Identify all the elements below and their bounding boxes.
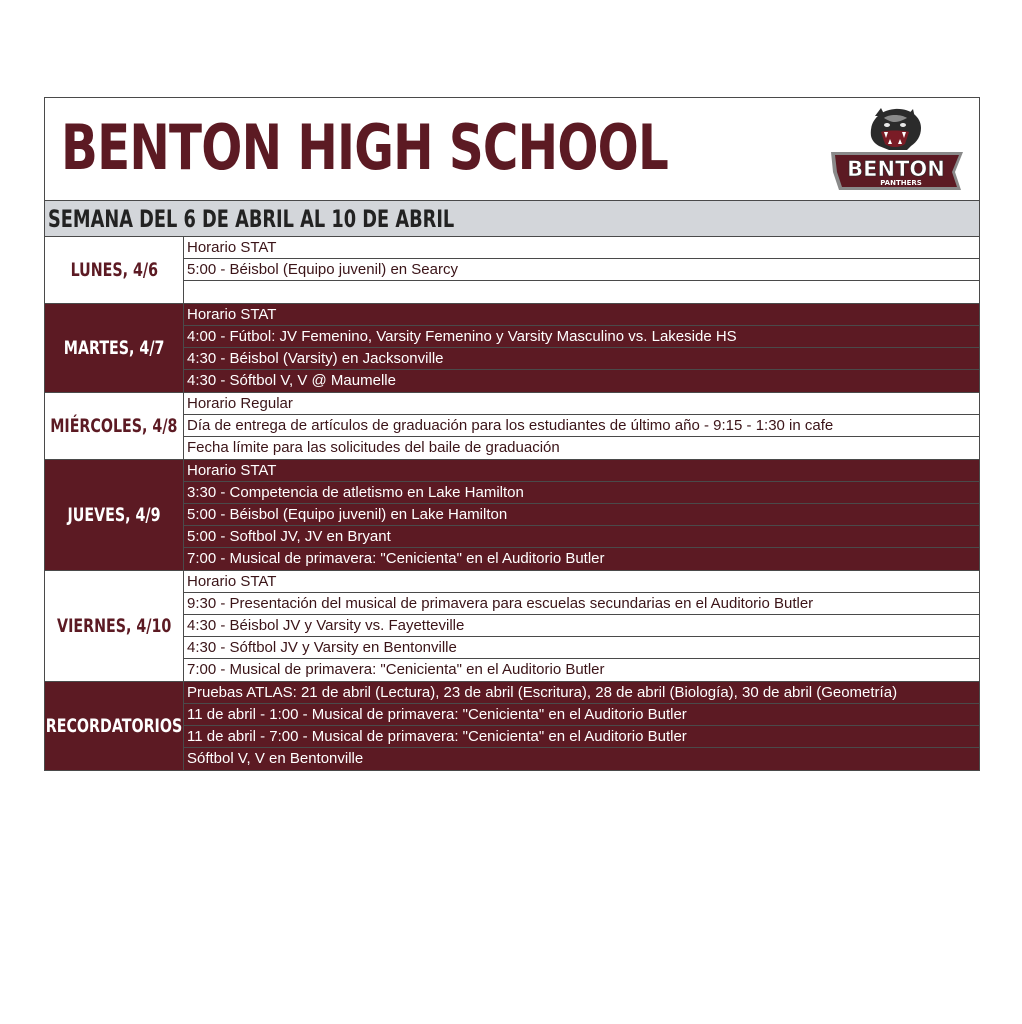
events-list (184, 682, 979, 770)
event-item: 4:00 - Fútbol: JV Femenino, Varsity Femenino y Varsity Masculino vs. Lakeside HS (184, 326, 979, 348)
panther-logo-icon (829, 106, 965, 192)
events-list (184, 237, 979, 303)
event-item: 7:00 - Musical de primavera: "Cenicienta" en el Auditorio Butler (184, 659, 979, 681)
svg-text:PANTHERS: PANTHERS (880, 179, 922, 187)
events-list (184, 304, 979, 392)
header (45, 98, 979, 201)
day-label-cell (45, 460, 184, 570)
event-item: 4:30 - Sóftbol JV y Varsity en Bentonville (184, 637, 979, 659)
event-item: Día de entrega de artículos de graduación para los estudiantes de último año - 9:15 - 1:30 in cafe (184, 415, 979, 437)
events-list (184, 571, 979, 681)
event-item: Horario STAT (184, 460, 979, 482)
event-item: 3:30 - Competencia de atletismo en Lake Hamilton (184, 482, 979, 504)
day-label-cell (45, 682, 184, 770)
svg-text:BENTON: BENTON (847, 157, 945, 181)
day-label-cell (45, 237, 184, 303)
day-label: RECORDATORIOS (45, 715, 183, 737)
school-title: BENTON HIGH SCHOOL (61, 111, 669, 184)
day-row (45, 393, 979, 460)
event-item: 7:00 - Musical de primavera: "Cenicienta" en el Auditorio Butler (184, 548, 979, 570)
day-row (45, 460, 979, 571)
week-label: SEMANA DEL 6 DE ABRIL AL 10 DE ABRIL (48, 204, 455, 233)
event-item: Horario Regular (184, 393, 979, 415)
day-row (45, 571, 979, 682)
event-item: 5:00 - Béisbol (Equipo juvenil) en Searcy (184, 259, 979, 281)
event-item: 11 de abril - 1:00 - Musical de primavera: "Cenicienta" en el Auditorio Butler (184, 704, 979, 726)
event-item: 5:00 - Softbol JV, JV en Bryant (184, 526, 979, 548)
events-list (184, 460, 979, 570)
event-item: 4:30 - Béisbol JV y Varsity vs. Fayetteville (184, 615, 979, 637)
event-item: 4:30 - Béisbol (Varsity) en Jacksonville (184, 348, 979, 370)
events-list (184, 393, 979, 459)
event-item: Horario STAT (184, 237, 979, 259)
week-bar (45, 201, 979, 237)
day-label: MARTES, 4/7 (63, 337, 165, 359)
schedule-sheet (44, 97, 980, 771)
day-row (45, 304, 979, 393)
event-item: Fecha límite para las solicitudes del baile de graduación (184, 437, 979, 459)
event-item: 5:00 - Béisbol (Equipo juvenil) en Lake Hamilton (184, 504, 979, 526)
day-label-cell (45, 304, 184, 392)
event-item: 11 de abril - 7:00 - Musical de primavera: "Cenicienta" en el Auditorio Butler (184, 726, 979, 748)
event-item: 4:30 - Sóftbol V, V @ Maumelle (184, 370, 979, 392)
event-item: Sóftbol V, V en Bentonville (184, 748, 979, 770)
day-label: VIERNES, 4/10 (56, 615, 172, 637)
day-label-cell (45, 393, 184, 459)
event-item: Horario STAT (184, 571, 979, 593)
day-row (45, 237, 979, 304)
event-item: Horario STAT (184, 304, 979, 326)
event-item: 9:30 - Presentación del musical de primavera para escuelas secundarias en el Auditorio Butler (184, 593, 979, 615)
days-table (45, 237, 979, 770)
day-label: MIÉRCOLES, 4/8 (50, 415, 178, 437)
day-label: JUEVES, 4/9 (67, 504, 161, 526)
day-label: LUNES, 4/6 (70, 259, 158, 281)
event-item: Pruebas ATLAS: 21 de abril (Lectura), 23 de abril (Escritura), 28 de abril (Biología), 30 de abril (Geometría) (184, 682, 979, 704)
event-item (184, 281, 979, 303)
day-row (45, 682, 979, 770)
day-label-cell (45, 571, 184, 681)
